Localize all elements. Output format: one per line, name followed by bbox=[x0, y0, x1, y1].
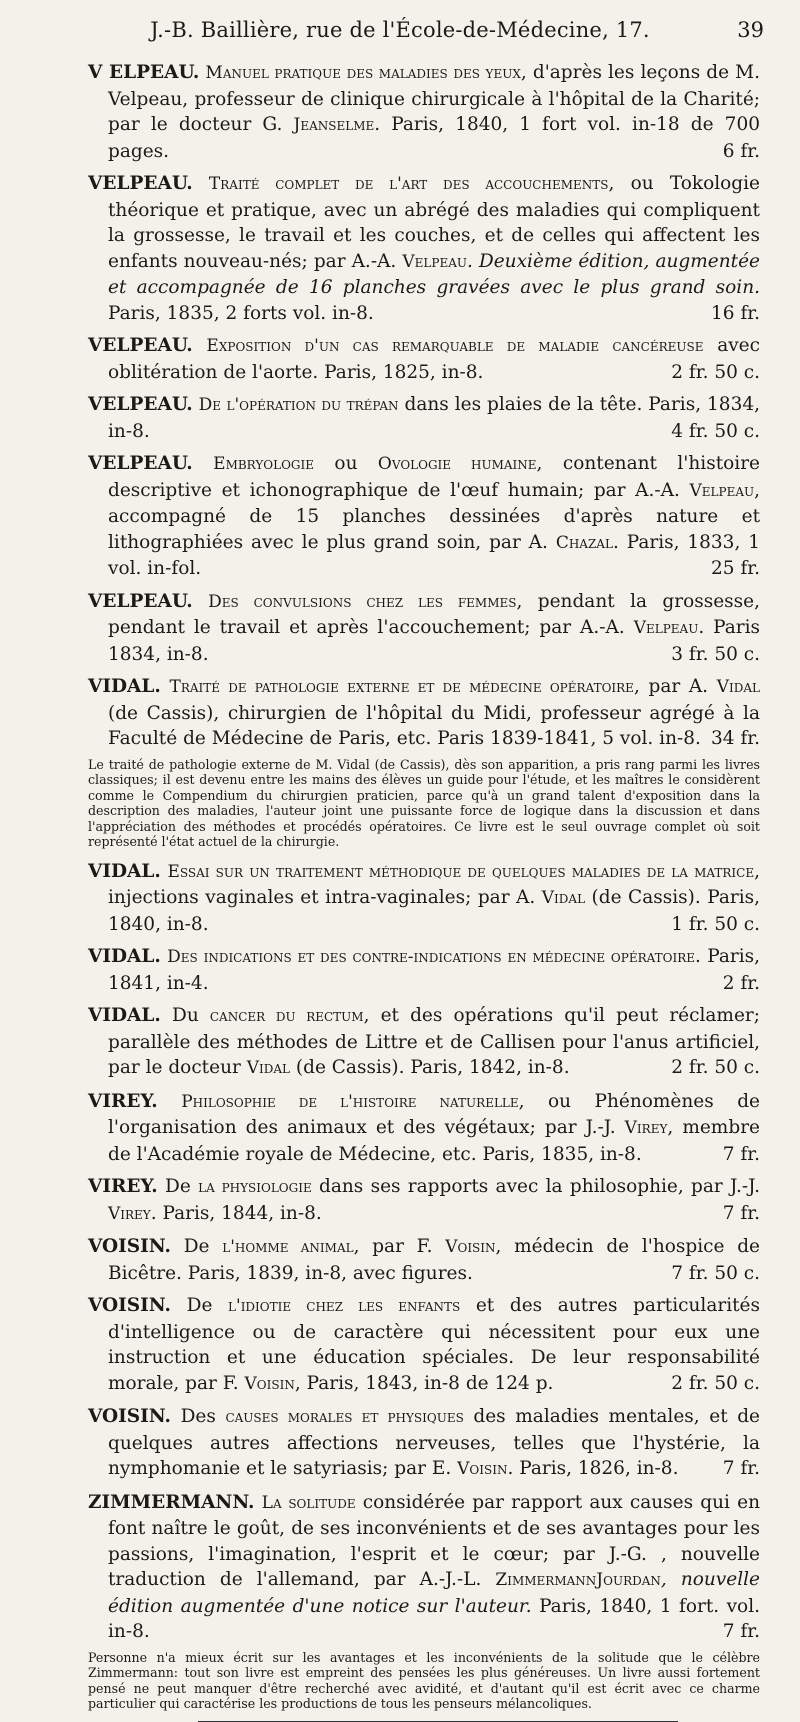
entry-text: , nouvelle traduction de l'allemand, par A.-J.-L. bbox=[108, 1543, 760, 1590]
entry-publication: . Paris, 1826, in-8. bbox=[507, 1458, 679, 1479]
entry-author: VOISIN. bbox=[88, 1236, 171, 1257]
entry-author: V ELPEAU. bbox=[88, 62, 200, 83]
entry-author: VIDAL. bbox=[88, 860, 161, 882]
entry-text: De bbox=[186, 1295, 229, 1316]
catalog-entry bbox=[88, 1089, 760, 1168]
catalog-entry bbox=[88, 333, 760, 385]
entry-publication: (de Cassis). Paris, 1840, in-8. bbox=[108, 887, 760, 935]
entry-text: , ou Tokologie théorique et pratique, avec un abrégé des maladies qui compliquent la grossesse, le travail et les couches, et de celles qui affectent les enfants nouveau-nés; par A.-A. bbox=[108, 173, 760, 272]
entry-text: considérée par rapport aux causes qui en font naître le goût, de ses inconvénients et de ses avantages pour les passions, l'imagination, l'esprit et le cœur; par J.-G. bbox=[108, 1491, 760, 1565]
entry-price: 7 fr. bbox=[722, 1458, 760, 1479]
catalog-entry bbox=[88, 1174, 760, 1227]
entry-text: , pendant la grossesse, pendant le travail et après l'accouchement; par A.-A. bbox=[108, 590, 760, 638]
entry-person: Voisin bbox=[244, 1373, 295, 1394]
catalog-entry bbox=[88, 1234, 760, 1286]
entry-title: La solitude bbox=[261, 1492, 356, 1513]
entry-price: 2 fr. 50 c. bbox=[671, 361, 760, 383]
entry-title: Embryologie bbox=[213, 454, 314, 474]
entry-publication: . Paris, 1833, 1 vol. in-fol. bbox=[108, 531, 760, 579]
entry-price: 2 fr. 50 c. bbox=[671, 1057, 760, 1078]
entry-person: Voisin bbox=[457, 1459, 508, 1479]
catalog-entry bbox=[88, 944, 760, 996]
catalog-entry bbox=[88, 674, 760, 752]
entry-person: Jeanselme bbox=[293, 115, 375, 135]
entry-title: Traité de pathologie externe et de médecine opératoire bbox=[169, 677, 634, 697]
entry-title: l'idiotie chez les enfants bbox=[228, 1296, 461, 1316]
entry-text: , par A. bbox=[633, 676, 717, 697]
entry-publication: (de Cassis), chirurgien de l'hôpital du Midi, professeur agrégé à la Faculté de Médecine de Paris, etc. Paris 1839-1841, 5 vol. in-8. bbox=[108, 702, 760, 749]
publisher-header: J.-B. Baillière, rue de l'École-de-Médecine, 17. bbox=[150, 18, 650, 42]
entry-text: , ou Phénomènes de l'organisation des animaux et des végétaux; par J.-J. bbox=[108, 1090, 760, 1138]
entry-title: l'homme animal bbox=[222, 1237, 354, 1257]
entry-price: 6 fr. bbox=[722, 140, 760, 162]
catalog-entry bbox=[88, 60, 760, 164]
entry-person: Voisin bbox=[445, 1237, 496, 1257]
entry-publication: , membre de l'Académie royale de Médecine, etc. Paris, 1835, in-8. bbox=[108, 1117, 760, 1165]
catalog-entry bbox=[88, 392, 760, 444]
entry-title: Traité complet de l'art des accouchements bbox=[208, 174, 609, 194]
entry-title: Des convulsions chez les femmes bbox=[208, 591, 517, 612]
entry-author: VIDAL. bbox=[88, 1005, 161, 1026]
entry-price: 4 fr. 50 c. bbox=[671, 420, 760, 442]
entry-author: VOISIN. bbox=[88, 1295, 171, 1316]
catalog-entry bbox=[88, 1003, 760, 1082]
entry-price: 34 fr. bbox=[711, 728, 760, 749]
entry-person: Zimmermann bbox=[495, 1570, 597, 1590]
entry-author: VIREY. bbox=[88, 1176, 158, 1197]
entry-title: Des indications et des contre-indications en médecine opératoire bbox=[167, 947, 696, 967]
entry-text: , accompagné de 15 planches dessinées d'après nature et lithographiées avec le plus grand soin, par A. bbox=[108, 479, 760, 553]
entry-publication: . Paris, 1840, 1 fort vol. in-18 de 700 pages. bbox=[108, 114, 760, 162]
entry-publication: Paris, 1835, 2 forts vol. in-8. bbox=[108, 302, 374, 324]
page-number: 39 bbox=[737, 18, 764, 42]
catalog-entry bbox=[88, 1293, 760, 1397]
entry-text: avec oblitération de l'aorte. Paris, 1825, in-8. bbox=[108, 335, 760, 383]
entry-title: Exposition d'un cas remarquable de maladie cancéreuse bbox=[206, 336, 704, 356]
catalog-entry bbox=[88, 589, 760, 668]
catalog-entry bbox=[88, 451, 760, 582]
entry-price: 7 fr. bbox=[722, 1621, 760, 1642]
catalog-entry bbox=[88, 171, 760, 326]
entry-text: Des bbox=[180, 1406, 226, 1427]
entry-price: 7 fr. bbox=[722, 1202, 760, 1224]
entry-title: cancer du rectum bbox=[209, 1006, 364, 1026]
entry-title: Ovologie humaine bbox=[377, 454, 537, 474]
entry-title: la physiologie bbox=[198, 1177, 312, 1197]
catalog-entry bbox=[88, 1490, 760, 1645]
footer-rule bbox=[198, 1721, 678, 1722]
entry-person: Vidal bbox=[541, 888, 586, 908]
entry-publication: . Paris 1834, in-8. bbox=[108, 617, 760, 665]
entry-author: VELPEAU. bbox=[88, 335, 193, 356]
entry-author: VELPEAU. bbox=[88, 453, 193, 474]
entry-person: Vidal bbox=[716, 677, 760, 697]
entry-author: VIDAL. bbox=[88, 946, 161, 967]
entry-author: ZIMMERMANN. bbox=[88, 1491, 255, 1513]
entry-text: , injections vaginales et intra-vaginales; par A. bbox=[108, 860, 760, 908]
entry-text: , par F. bbox=[353, 1236, 446, 1257]
entry-person: Virey bbox=[624, 1118, 668, 1138]
entry-price: 3 fr. 50 c. bbox=[671, 643, 760, 665]
entry-author: VIREY. bbox=[88, 1090, 158, 1112]
entry-text: De bbox=[165, 1176, 199, 1197]
entry-title: De l'opération du trépan bbox=[198, 395, 399, 415]
entry-text: , d'après les leçons de M. Velpeau, professeur de clinique chirurgicale à l'hôpital de la Charité; par le docteur G. bbox=[108, 62, 760, 135]
entry-person: Velpeau bbox=[689, 480, 755, 501]
catalog-entries bbox=[88, 60, 760, 1722]
entry-price: 7 fr. 50 c. bbox=[671, 1262, 760, 1284]
entry-text: , contenant l'histoire descriptive et ichonographique de l'œuf humain; par A.-A. bbox=[108, 453, 760, 501]
entry-edition: . Deuxième édition, augmentée et accompagnée de 16 planches gravées avec le plus grand soin. bbox=[108, 250, 760, 298]
entry-review-note: Personne n'a mieux écrit sur les avantages et les inconvénients de la solitude que le célèbre Zimmermann: tout son livre est empreint des pensées les plus généreuses. Un livre aussi fortement pensé ne peut manquer d'être recherché avec avidité, et d'autant qu'il est écrit avec ce charme particulier qui caractérise les productions de tous les penseurs mélancoliques. bbox=[88, 1649, 760, 1711]
entry-title: causes morales et physiques bbox=[225, 1407, 464, 1427]
entry-publication: (de Cassis). Paris, 1842, in-8. bbox=[290, 1057, 570, 1078]
entry-title: Essai sur un traitement méthodique de quelques maladies de la matrice bbox=[167, 861, 755, 882]
entry-price: 2 fr. 50 c. bbox=[671, 1372, 760, 1394]
entry-price: 7 fr. bbox=[722, 1143, 760, 1165]
entry-text: dans les plaies de la tête. Paris, 1834, in-8. bbox=[108, 394, 760, 442]
entry-price: 2 fr. bbox=[722, 972, 760, 994]
entry-person: Virey bbox=[108, 1203, 151, 1224]
entry-price: 25 fr. bbox=[711, 558, 760, 579]
entry-person: Vidal bbox=[246, 1058, 290, 1078]
entry-person: Velpeau bbox=[402, 251, 467, 272]
entry-person: Chazal bbox=[555, 532, 613, 553]
entry-author: VIDAL. bbox=[88, 676, 161, 697]
entry-title: Manuel pratique des maladies des yeux bbox=[205, 63, 521, 83]
entry-text: des maladies mentales, et de quelques autres affections nerveuses, telles que l'hystérie, la nymphomanie et le satyriasis; par E. bbox=[108, 1406, 760, 1479]
entry-text: . Paris, 1841, in-4. bbox=[108, 946, 760, 994]
entry-price: 16 fr. bbox=[711, 302, 760, 324]
entry-person: Jourdan bbox=[596, 1570, 661, 1590]
entry-publication: . Paris, 1844, in-8. bbox=[150, 1202, 322, 1224]
entry-author: VELPEAU. bbox=[88, 590, 193, 612]
entry-title: Philosophie de l'histoire naturelle bbox=[181, 1091, 519, 1112]
entry-publication: Paris, 1840, 1 fort. vol. in-8. bbox=[108, 1595, 760, 1642]
entry-text: ou bbox=[314, 453, 378, 474]
entry-person: Velpeau bbox=[633, 618, 699, 638]
entry-price: 1 fr. 50 c. bbox=[671, 913, 760, 935]
entry-text: et des autres particularités d'intelligence ou de caractère qui nécessitent pour eux une instruction et une éducation spéciales. De leur responsabilité morale, par F. bbox=[108, 1295, 760, 1394]
entry-text: , et des opérations qu'il peut réclamer; parallèle des méthodes de Littre et de Callisen pour l'anus artificiel, par le docteur bbox=[108, 1005, 760, 1078]
entry-text: Du bbox=[171, 1005, 210, 1026]
entry-edition: , nouvelle édition augmentée d'une notice sur l'auteur. bbox=[108, 1569, 760, 1617]
catalog-entry bbox=[88, 859, 760, 938]
entry-author: VOISIN. bbox=[88, 1406, 171, 1427]
entry-publication: , médecin de l'hospice de Bicêtre. Paris, 1839, in-8, avec figures. bbox=[108, 1236, 760, 1284]
catalog-entry bbox=[88, 1404, 760, 1483]
page-header bbox=[0, 12, 800, 48]
entry-author: VELPEAU. bbox=[88, 173, 193, 194]
entry-text: dans ses rapports avec la philosophie, par J.-J. bbox=[311, 1176, 760, 1197]
entry-review-note: Le traité de pathologie externe de M. Vidal (de Cassis), dès son apparition, a pris rang parmi les livres classiques; il est devenu entre les mains des élèves un guide pour l'étude, et les maîtres le considèrent comme le Compendium du chirurgien praticien, parce qu'à un grand talent d'exposition dans la description des maladies, l'auteur joint une puissante force de logique dans la discussion et dans l'appréciation des méthodes et procédés opératoires. Ce livre est le seul ouvrage complet où soit représenté l'état actuel de la chirurgie. bbox=[88, 756, 760, 849]
entry-author: VELPEAU. bbox=[88, 394, 193, 415]
entry-publication: , Paris, 1843, in-8 de 124 p. bbox=[294, 1372, 554, 1394]
entry-text: De bbox=[183, 1236, 223, 1257]
